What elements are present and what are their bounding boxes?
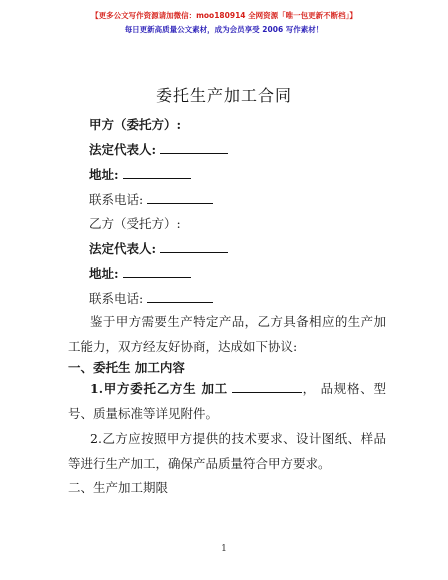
document-title: 委托生产加工合同 (155, 86, 292, 105)
party-b-label: 乙方（受托方）: (89, 216, 181, 231)
party-a-label: 甲方（委托方）: (89, 117, 182, 132)
section-1-item-1-text: 1.甲方委托乙方生 加工 (90, 381, 228, 396)
party-b-representative-label: 法定代表人: (89, 241, 157, 256)
promo-banner-line-1[interactable]: 【更多公文写作资源请加微信：moo180914 全网资源「唯一包更新不断档」】 (91, 11, 357, 20)
section-1-heading (68, 358, 185, 376)
party-a-address-label: 地址: (89, 167, 119, 182)
party-b-address-blank[interactable] (123, 265, 191, 278)
party-a-representative-label: 法定代表人: (89, 142, 157, 157)
party-a-address-blank[interactable] (123, 166, 191, 179)
party-a-representative-line (89, 140, 228, 158)
party-a-phone-label: 联系电话: (89, 192, 144, 207)
party-b-representative-blank[interactable] (160, 240, 228, 253)
page-number: 1 (221, 544, 227, 554)
party-a-phone-blank[interactable] (147, 191, 213, 204)
party-b-representative-line (89, 239, 228, 257)
intro-paragraph: 鉴于甲方需要生产特定产品，乙方具备相应的生产加工能力，双方经友好协商，达成如下协议: (68, 314, 386, 354)
section-1-item-1-tail: ， 品规格、型号、质量标准等详见附件。 (68, 381, 386, 421)
promo-banner-line-2[interactable]: 每日更新高质量公文素材，成为会员享受 2006 写作素材！ (124, 25, 324, 34)
party-b-address-label: 地址: (89, 266, 119, 281)
party-b-phone-line (89, 289, 213, 307)
party-a-phone-line (89, 190, 213, 208)
party-a-address-line (89, 165, 191, 183)
party-b-phone-label: 联系电话: (89, 291, 144, 306)
section-1-heading-text: 一、委托生 加工内容 (68, 360, 185, 375)
party-a-representative-blank[interactable] (160, 141, 228, 154)
party-b-address-line (89, 264, 191, 282)
section-1-item-1 (68, 376, 386, 426)
section-1-item-1-blank[interactable] (232, 380, 302, 393)
party-b-phone-blank[interactable] (147, 290, 213, 303)
section-2-heading: 二、生产加工期限 (68, 480, 169, 495)
section-1-item-2: 2.乙方应按照甲方提供的技术要求、设计图纸、样品等进行生产加工，确保产品质量符合甲方要求。 (68, 431, 386, 471)
